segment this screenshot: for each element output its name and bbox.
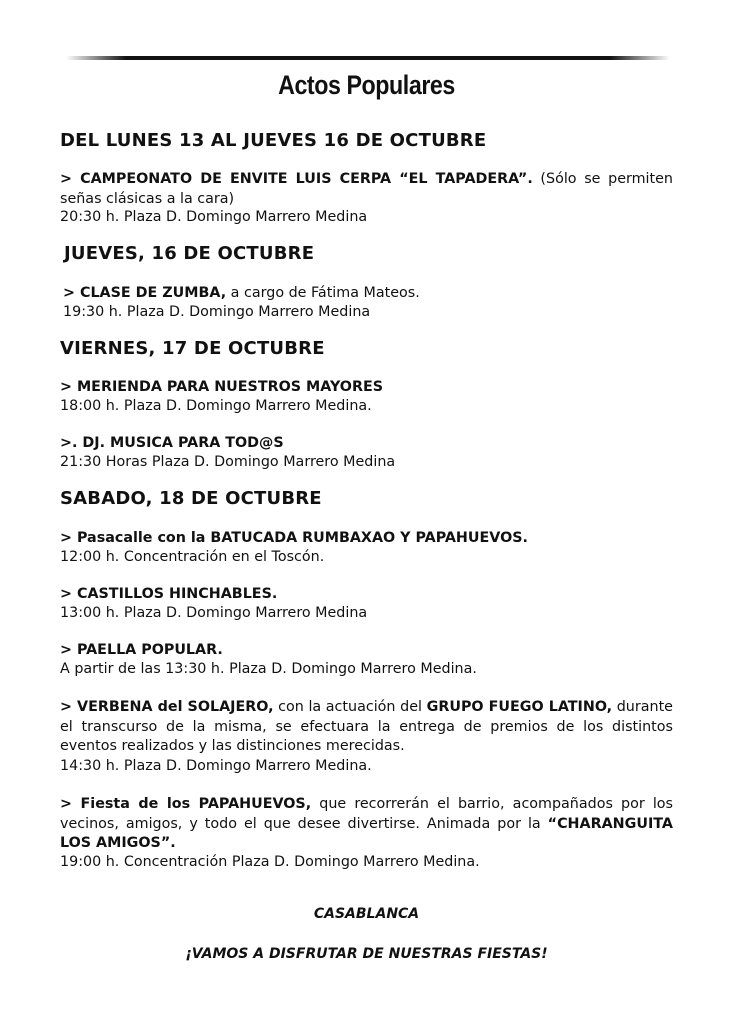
top-divider-rule (66, 56, 670, 60)
event-description: a cargo de Fátima Mateos. (226, 285, 420, 301)
event-description: que recorrerán el barrio, acompañados por los vecinos, amigos, y todo el que desee divertirse. Animada por la (60, 796, 673, 832)
event-time-place: 14:30 h. Plaza D. Domingo Marrero Medina. (60, 758, 372, 774)
event-title: > CLASE DE ZUMBA, (63, 285, 227, 301)
section-heading-sabado: SABADO, 18 DE OCTUBRE (60, 488, 322, 509)
event-title: > VERBENA del SOLAJERO, (60, 699, 274, 715)
event-fiesta-papahuevos (60, 795, 673, 854)
section-heading-viernes: VIERNES, 17 DE OCTUBRE (60, 338, 325, 359)
section-heading-jueves: JUEVES, 16 DE OCTUBRE (64, 243, 315, 264)
event-campeonato-envite (60, 170, 673, 209)
event-pasacalle: > Pasacalle con la BATUCADA RUMBAXAO Y PAPAHUEVOS. (60, 530, 528, 546)
event-description-cont: durante el transcurso de la misma, se efectuara la entrega de premios de los distintos eventos realizados y las distinciones merecidas. (60, 699, 673, 754)
event-performer: GRUPO FUEGO LATINO, (426, 699, 613, 715)
event-description: con la actuación del (273, 699, 427, 715)
footer-place: CASABLANCA (313, 906, 420, 922)
event-dj-musica: >. DJ. MUSICA PARA TOD@S (60, 435, 284, 451)
event-description: (Sólo se permiten señas clásicas a la cara) (60, 171, 673, 207)
event-time-place: 19:00 h. Concentración Plaza D. Domingo Marrero Medina. (60, 854, 480, 870)
event-title: > CAMPEONATO DE ENVITE LUIS CERPA “EL TAPADERA”. (60, 171, 533, 187)
event-time-place: 12:00 h. Concentración en el Toscón. (60, 549, 325, 565)
page-title: Actos Populares (278, 70, 455, 100)
event-merienda-mayores: > MERIENDA PARA NUESTROS MAYORES (60, 379, 384, 395)
event-clase-zumba (63, 284, 420, 304)
section-heading-lunes-jueves: DEL LUNES 13 AL JUEVES 16 DE OCTUBRE (60, 130, 487, 151)
event-performer: “CHARANGUITA LOS AMIGOS”. (60, 815, 673, 851)
event-time-place: 21:30 Horas Plaza D. Domingo Marrero Medina (60, 454, 396, 470)
event-title: > Fiesta de los PAPAHUEVOS, (60, 796, 312, 812)
event-time-place: 20:30 h. Plaza D. Domingo Marrero Medina (60, 209, 368, 225)
event-time-place: 13:00 h. Plaza D. Domingo Marrero Medina (60, 605, 368, 621)
event-castillos-hinchables: > CASTILLOS HINCHABLES. (60, 586, 278, 602)
event-verbena-solajero (60, 698, 673, 757)
event-time-place: A partir de las 13:30 h. Plaza D. Domingo Marrero Medina. (60, 661, 477, 677)
footer-slogan: ¡VAMOS A DISFRUTAR DE NUESTRAS FIESTAS! (185, 946, 548, 962)
event-time-place: 19:30 h. Plaza D. Domingo Marrero Medina (63, 304, 371, 320)
event-time-place: 18:00 h. Plaza D. Domingo Marrero Medina. (60, 398, 372, 414)
event-paella-popular: > PAELLA POPULAR. (60, 642, 223, 658)
